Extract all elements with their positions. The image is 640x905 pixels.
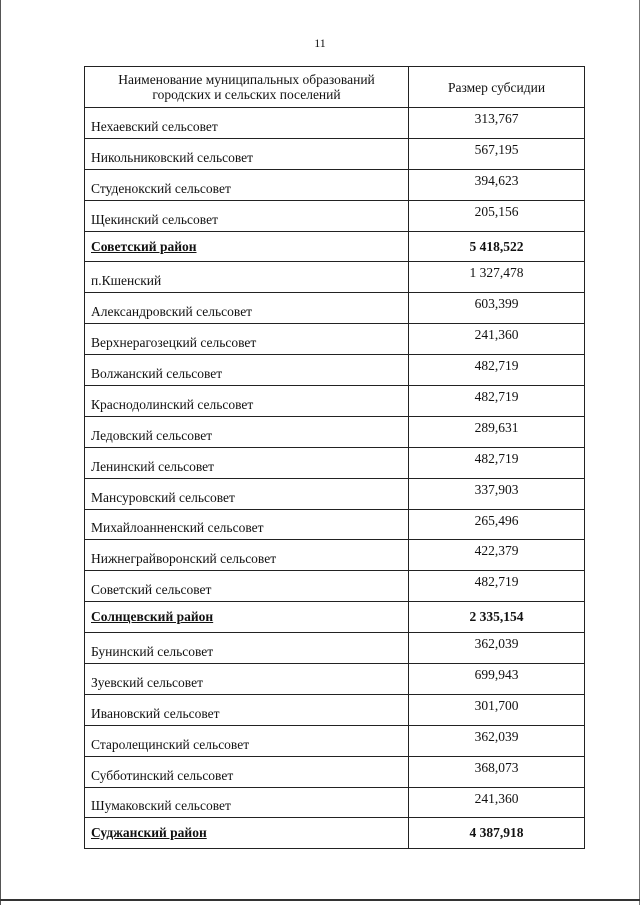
table-row [85,386,585,417]
settlement-name: Краснодолинский сельсовет [85,386,409,417]
table-row [85,200,585,231]
subsidy-value: 368,073 [409,756,585,787]
district-subsidy-value: 2 335,154 [409,602,585,633]
settlement-name: Нижнеграйворонский сельсовет [85,540,409,571]
subsidy-value: 567,195 [409,138,585,169]
district-row [85,818,585,849]
subsidy-value: 265,496 [409,509,585,540]
subsidy-value: 422,379 [409,540,585,571]
settlement-name: Ленинский сельсовет [85,447,409,478]
subsidy-value: 699,943 [409,664,585,695]
subsidy-value: 362,039 [409,725,585,756]
subsidy-value: 362,039 [409,633,585,664]
table-row [85,756,585,787]
subsidy-value: 313,767 [409,108,585,139]
table-row [85,725,585,756]
subsidy-value: 205,156 [409,200,585,231]
table-row [85,169,585,200]
table-header-row [85,67,585,108]
district-subsidy-value: 5 418,522 [409,231,585,262]
header-subsidy: Размер субсидии [409,67,585,108]
subsidy-value: 337,903 [409,478,585,509]
subsidy-value: 482,719 [409,571,585,602]
table-row [85,416,585,447]
settlement-name: Мансуровский сельсовет [85,478,409,509]
subsidy-value: 1 327,478 [409,262,585,293]
table-body [85,108,585,849]
page-left-edge [0,0,1,905]
settlement-name: Михайлоанненский сельсовет [85,509,409,540]
subsidy-value: 301,700 [409,694,585,725]
subsidy-value: 482,719 [409,355,585,386]
header-name: Наименование муниципальных образований городских и сельских поселений [85,67,409,108]
table-row [85,509,585,540]
table-row [85,138,585,169]
settlement-name: Студенокский сельсовет [85,169,409,200]
district-subsidy-value: 4 387,918 [409,818,585,849]
settlement-name: п.Кшенский [85,262,409,293]
settlement-name: Субботинский сельсовет [85,756,409,787]
table-row [85,447,585,478]
district-row [85,602,585,633]
settlement-name: Советский сельсовет [85,571,409,602]
settlement-name: Волжанский сельсовет [85,355,409,386]
district-name: Солнцевский район [85,602,409,633]
subsidy-table [84,66,585,849]
settlement-name: Старолещинский сельсовет [85,725,409,756]
district-name: Советский район [85,231,409,262]
settlement-name: Никольниковский сельсовет [85,138,409,169]
district-row [85,231,585,262]
subsidy-value: 241,360 [409,787,585,818]
table-row [85,478,585,509]
subsidy-value: 394,623 [409,169,585,200]
table-row [85,108,585,139]
settlement-name: Зуевский сельсовет [85,664,409,695]
district-name: Суджанский район [85,818,409,849]
settlement-name: Бунинский сельсовет [85,633,409,664]
subsidy-value: 482,719 [409,447,585,478]
table-row [85,293,585,324]
page-bottom-line [0,899,640,901]
table-row [85,633,585,664]
settlement-name: Ледовский сельсовет [85,416,409,447]
settlement-name: Верхнерагозецкий сельсовет [85,324,409,355]
settlement-name: Ивановский сельсовет [85,694,409,725]
table-row [85,540,585,571]
table-row [85,571,585,602]
table-row [85,355,585,386]
subsidy-value: 482,719 [409,386,585,417]
table-row [85,664,585,695]
settlement-name: Александровский сельсовет [85,293,409,324]
table-row [85,787,585,818]
settlement-name: Нехаевский сельсовет [85,108,409,139]
table-row [85,324,585,355]
subsidy-value: 603,399 [409,293,585,324]
settlement-name: Шумаковский сельсовет [85,787,409,818]
subsidy-value: 241,360 [409,324,585,355]
settlement-name: Щекинский сельсовет [85,200,409,231]
table-row [85,262,585,293]
table-row [85,694,585,725]
subsidy-value: 289,631 [409,416,585,447]
page-number: 11 [314,36,326,50]
